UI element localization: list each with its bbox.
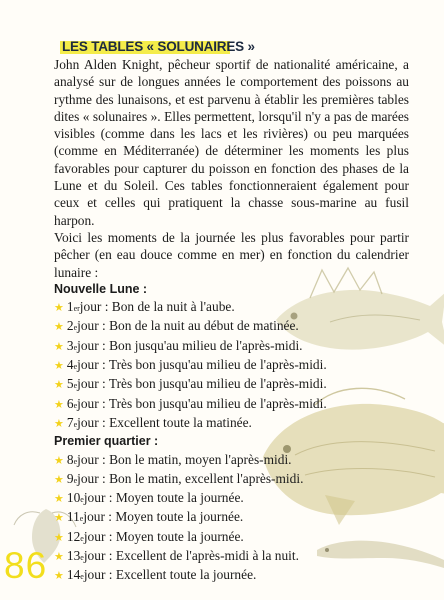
star-icon: ★ <box>54 379 64 392</box>
star-icon: ★ <box>54 531 64 544</box>
star-icon: ★ <box>54 302 64 315</box>
list-item: ★ 6 e jour : Très bon jusqu'au milieu de l'après-midi. <box>54 395 409 414</box>
list-item: ★ 5 e jour : Très bon jusqu'au milieu de l'après-midi. <box>54 375 409 394</box>
list-item: ★ 9 e jour : Bon le matin, excellent l'après-midi. <box>54 470 409 489</box>
calendar-intro-paragraph: Voici les moments de la journée les plus favorables pour partir pêcher (en eau douce comme en mer) en fonction du calendrier lunaire : <box>54 229 409 280</box>
page-number: 86 <box>4 545 48 586</box>
list-item: ★ 8 e jour : Bon le matin, moyen l'après-midi. <box>54 451 409 470</box>
list-item: ★ 12 e jour : Moyen toute la journée. <box>54 528 409 547</box>
list-item: ★ 1 er jour : Bon de la nuit à l'aube. <box>54 298 409 317</box>
day-list <box>54 298 409 433</box>
body-text <box>54 56 409 586</box>
star-icon: ★ <box>54 417 64 430</box>
intro-paragraph: John Alden Knight, pêcheur sportif de nationalité américaine, a analysé sur de longues années le comportement des poissons au rythme des lunaisons, et est parvenu à établir les premières tables dites « solunaires ». Elles permettent, lorsqu'il n'y a pas de marées visibles (comme dans les lacs et les rivières) ou peu marquées (comme en Méditerranée) de déterminer les moments les plus favorables pour capturer du poisson en fonction des phases de la Lune et du Soleil. Ces tables fonctionneraient également pour ceux et celles qui pratiquent la chasse sous-marine au fusil harpon. <box>54 57 409 228</box>
star-icon: ★ <box>54 340 64 353</box>
star-icon: ★ <box>54 398 64 411</box>
list-item: ★ 4 e jour : Très bon jusqu'au milieu de l'après-midi. <box>54 356 409 375</box>
star-icon: ★ <box>54 473 64 486</box>
section-nouvelle-lune <box>54 281 409 433</box>
list-item: ★ 10 e jour : Moyen toute la journée. <box>54 489 409 508</box>
star-icon: ★ <box>54 321 64 334</box>
list-item: ★ 13 e jour : Excellent de l'après-midi à la nuit. <box>54 547 409 566</box>
section-heading: Nouvelle Lune : <box>54 281 148 296</box>
star-icon: ★ <box>54 512 64 525</box>
page-title: LES TABLES « SOLUNAIRES » <box>62 39 255 54</box>
day-list <box>54 451 409 586</box>
list-item: ★ 14 e jour : Excellent toute la journée. <box>54 566 409 585</box>
list-item: ★ 7 e jour : Excellent toute la matinée. <box>54 414 409 433</box>
section-heading: Premier quartier : <box>54 434 159 449</box>
star-icon: ★ <box>54 493 64 506</box>
list-item: ★ 11 e jour : Moyen toute la journée. <box>54 508 409 527</box>
star-icon: ★ <box>54 454 64 467</box>
list-item: ★ 3 e jour : Bon jusqu'au milieu de l'après-midi. <box>54 337 409 356</box>
title-block <box>62 39 255 54</box>
star-icon: ★ <box>54 570 64 583</box>
section-premier-quartier <box>54 433 409 585</box>
list-item: ★ 2 e jour : Bon de la nuit au début de matinée. <box>54 317 409 336</box>
star-icon: ★ <box>54 551 64 564</box>
star-icon: ★ <box>54 360 64 373</box>
